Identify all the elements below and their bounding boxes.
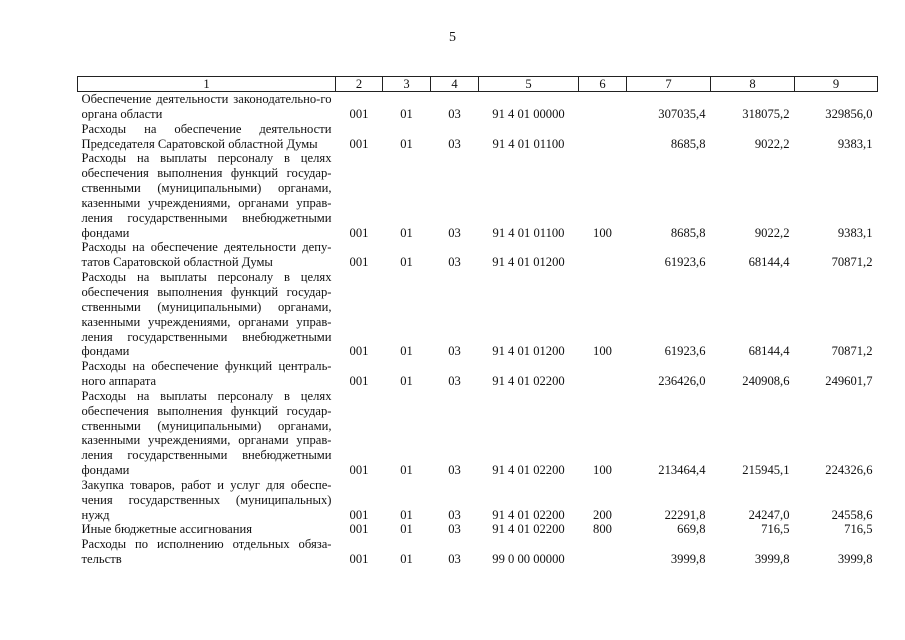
table-row [78, 522, 878, 537]
subsection-code: 03 [448, 225, 461, 240]
amount-year-1: 307035,4 [658, 106, 706, 121]
amount-year-2: 68144,4 [748, 344, 790, 359]
ministry-code: 001 [349, 225, 369, 240]
ministry-code: 001 [349, 463, 369, 478]
amount-year-2: 318075,2 [742, 106, 790, 121]
section-code: 01 [400, 106, 413, 121]
amount-year-3: 329856,0 [825, 106, 873, 121]
amount-year-3: 9383,1 [837, 225, 873, 240]
subsection-code: 03 [448, 106, 461, 121]
amount-year-1: 22291,8 [664, 507, 706, 522]
amount-year-2: 24247,0 [748, 507, 790, 522]
expense-type-code: 200 [593, 507, 612, 522]
target-article-code: 99 0 00 00000 [492, 552, 565, 567]
amount-year-2: 68144,4 [748, 255, 790, 270]
item-name: Расходы на обеспечение функций централь-ного аппарата [81, 359, 332, 389]
subsection-code: 03 [448, 522, 461, 537]
table-row [78, 537, 878, 567]
target-article-code: 91 4 01 01100 [492, 136, 565, 151]
amount-year-1: 61923,6 [664, 255, 706, 270]
item-name: Расходы на обеспечение деятельности депу-татов Саратовской областной Думы [81, 240, 332, 270]
amount-year-2: 215945,1 [742, 463, 790, 478]
expense-type-code: 100 [593, 225, 612, 240]
column-header: 4 [431, 77, 479, 92]
subsection-code: 03 [448, 344, 461, 359]
column-header: 8 [711, 77, 795, 92]
table-row [78, 240, 878, 270]
budget-table [77, 76, 878, 567]
section-code: 01 [400, 255, 413, 270]
expense-type-code [579, 537, 627, 567]
column-header: 9 [795, 77, 878, 92]
subsection-code: 03 [448, 374, 461, 389]
table-row [78, 478, 878, 523]
subsection-code: 03 [448, 136, 461, 151]
table-row [78, 389, 878, 478]
target-article-code: 91 4 01 01100 [492, 225, 565, 240]
subsection-code: 03 [448, 463, 461, 478]
expense-type-code: 100 [593, 463, 612, 478]
subsection-code: 03 [448, 255, 461, 270]
amount-year-2: 240908,6 [742, 374, 790, 389]
column-header: 1 [78, 77, 336, 92]
section-code: 01 [400, 552, 413, 567]
table-body [78, 92, 878, 568]
amount-year-1: 3999,8 [670, 552, 706, 567]
amount-year-1: 213464,4 [658, 463, 706, 478]
amount-year-3: 9383,1 [837, 136, 873, 151]
amount-year-1: 8685,8 [670, 225, 706, 240]
ministry-code: 001 [349, 106, 369, 121]
section-code: 01 [400, 136, 413, 151]
ministry-code: 001 [349, 507, 369, 522]
subsection-code: 03 [448, 507, 461, 522]
ministry-code: 001 [349, 374, 369, 389]
item-name: Обеспечение деятельности законодательно-го органа области [81, 92, 332, 121]
table-row [78, 151, 878, 240]
amount-year-2: 3999,8 [754, 552, 790, 567]
table-row [78, 122, 878, 152]
item-name: Расходы по исполнению отдельных обяза-тельств [81, 537, 332, 567]
target-article-code: 91 4 01 01200 [492, 344, 565, 359]
item-name: Закупка товаров, работ и услуг для обеспе-чения государственных (муниципальных) нужд [81, 477, 332, 522]
table-row [78, 92, 878, 122]
section-code: 01 [400, 225, 413, 240]
section-code: 01 [400, 522, 413, 537]
item-name: Расходы на выплаты персоналу в целях обеспечения выполнения функций государ-ственными (муниципальными) органами, казенными учреждениями, органами управ-ления государственными внебюджетными фондами [81, 270, 332, 359]
item-name: Расходы на выплаты персоналу в целях обеспечения выполнения функций государ-ственными (муниципальными) органами, казенными учреждениями, органами управ-ления государственными внебюджетными фондами [81, 388, 332, 478]
section-code: 01 [400, 463, 413, 478]
item-name: Иные бюджетные ассигнования [81, 522, 253, 537]
amount-year-1: 236426,0 [658, 374, 706, 389]
column-header: 6 [579, 77, 627, 92]
target-article-code: 91 4 01 01200 [492, 255, 565, 270]
amount-year-3: 70871,2 [831, 255, 873, 270]
target-article-code: 91 4 01 02200 [492, 507, 565, 522]
expense-type-code: 800 [593, 522, 612, 537]
ministry-code: 001 [349, 522, 369, 537]
subsection-code: 03 [448, 552, 461, 567]
amount-year-2: 9022,2 [754, 136, 790, 151]
amount-year-2: 716,5 [761, 522, 790, 537]
ministry-code: 001 [349, 344, 369, 359]
column-header: 7 [627, 77, 711, 92]
amount-year-3: 24558,6 [831, 507, 873, 522]
target-article-code: 91 4 01 00000 [492, 106, 565, 121]
amount-year-1: 61923,6 [664, 344, 706, 359]
item-name: Расходы на выплаты персоналу в целях обеспечения выполнения функций государ-ственными (муниципальными) органами, казенными учреждениями, органами управ-ления государственными внебюджетными фондами [81, 151, 332, 240]
expense-type-code [579, 359, 627, 389]
amount-year-1: 669,8 [677, 522, 706, 537]
target-article-code: 91 4 01 02200 [492, 522, 565, 537]
expense-type-code [579, 122, 627, 152]
table-row [78, 270, 878, 359]
column-header: 5 [479, 77, 579, 92]
expense-type-code [579, 240, 627, 270]
page-number: 5 [449, 30, 456, 45]
table-row [78, 359, 878, 389]
target-article-code: 91 4 01 02200 [492, 374, 565, 389]
amount-year-3: 224326,6 [825, 463, 873, 478]
amount-year-3: 249601,7 [825, 374, 873, 389]
item-name: Расходы на обеспечение деятельности Председателя Саратовской областной Думы [81, 121, 332, 151]
target-article-code: 91 4 01 02200 [492, 463, 565, 478]
expense-type-code: 100 [593, 344, 612, 359]
table-header [78, 77, 878, 92]
section-code: 01 [400, 374, 413, 389]
ministry-code: 001 [349, 552, 369, 567]
amount-year-1: 8685,8 [670, 136, 706, 151]
column-header: 2 [336, 77, 383, 92]
column-header: 3 [383, 77, 431, 92]
section-code: 01 [400, 507, 413, 522]
amount-year-3: 3999,8 [837, 552, 873, 567]
amount-year-3: 716,5 [844, 522, 873, 537]
section-code: 01 [400, 344, 413, 359]
ministry-code: 001 [349, 136, 369, 151]
amount-year-3: 70871,2 [831, 344, 873, 359]
amount-year-2: 9022,2 [754, 225, 790, 240]
expense-type-code [579, 92, 627, 122]
ministry-code: 001 [349, 255, 369, 270]
header-row [78, 77, 878, 92]
